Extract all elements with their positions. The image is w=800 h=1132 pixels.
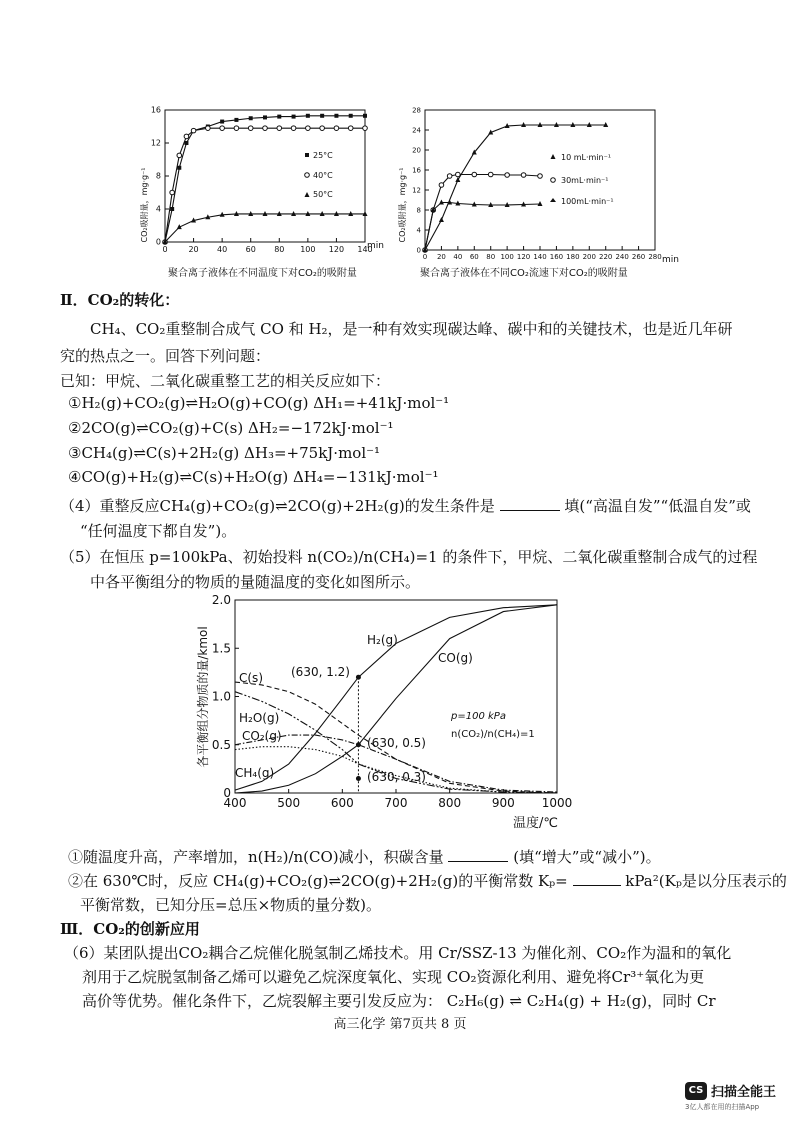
x-tick-label: 400 (223, 796, 247, 810)
x-tick-label: 500 (277, 796, 301, 810)
question-4-line-2: “任何温度下都自发”)。 (80, 522, 237, 540)
series-25c-point (306, 114, 310, 118)
y-tick-label: 0 (223, 786, 231, 800)
y-tick-label: 16 (412, 166, 421, 175)
x-tick-label: 800 (438, 796, 462, 810)
marked-point-1 (356, 675, 361, 680)
x-tick-label: 140 (533, 253, 547, 261)
x-unit-label: min (367, 241, 384, 251)
temperature-adsorption-chart (135, 100, 385, 280)
question-4-line-1 (60, 495, 751, 516)
y-axis-label: CO₂吸附量，mg·g⁻¹ (398, 167, 407, 243)
point-label-1: (630, 1.2) (291, 665, 350, 679)
series-100ml-point (538, 201, 543, 206)
section-2-title: Ⅱ．CO₂的转化： (60, 291, 180, 309)
x-tick-label: 100 (300, 245, 316, 254)
page-footer: 高三化学 第7页共 8 页 (333, 1017, 467, 1032)
series-25c-point (170, 207, 174, 211)
reaction-3: ③CH₄(g)⇌C(s)+2H₂(g) ΔH₃=+75kJ·mol⁻¹ (68, 444, 381, 462)
series-label-h2: H₂(g) (367, 633, 398, 647)
sub-question-2 (68, 870, 787, 891)
conditions-pressure: p=100 kPa (451, 711, 506, 722)
series-label-ch4: CH₄(g) (235, 766, 275, 780)
series-label-co: CO(g) (438, 651, 473, 665)
series-40c-point (248, 126, 253, 131)
y-tick-label: 28 (412, 106, 421, 115)
right-chart-caption: 聚合离子液体在不同CO₂流速下对CO₂的吸附量 (420, 268, 628, 279)
series-100ml-line (425, 203, 540, 251)
y-tick-label: 2.0 (211, 593, 231, 607)
series-25c-point (220, 120, 224, 124)
question-5-line-2: 中各平衡组分的物质的量随温度的变化如图所示。 (90, 573, 421, 591)
x-tick-label: 20 (436, 253, 446, 261)
y-tick-label: 8 (416, 206, 421, 215)
y-axis-label: CO₂吸附量，mg·g⁻¹ (140, 167, 149, 243)
sub1-text-b: (填“增大”或“减小”)。 (513, 848, 661, 866)
section-3-title: Ⅲ．CO₂的创新应用 (60, 920, 200, 938)
q4-text-b: 填(“高温自发”“低温自发”或 (564, 497, 751, 515)
question-6-line-3: 高价等优势。催化条件下，乙烷裂解主要引发反应为： C₂H₆(g) ⇌ C₂H₄(g) + H₂(g)，同时 Cr (82, 992, 716, 1010)
series-40c-point (220, 126, 225, 131)
answer-blank[interactable] (500, 496, 560, 511)
legend-10ml: 10 mL·min⁻¹ (561, 153, 612, 162)
legend-100ml: 100mL·min⁻¹ (561, 197, 614, 206)
x-tick-label: 60 (469, 253, 479, 261)
series-40c-point (334, 126, 339, 131)
y-tick-label: 24 (412, 126, 421, 135)
intro-line-2: 究的热点之一。回答下列问题： (60, 347, 271, 365)
series-10ml-line (425, 125, 606, 250)
series-30ml-point (456, 172, 461, 177)
flowrate-adsorption-chart (395, 100, 685, 280)
series-40c-line (165, 128, 365, 242)
x-tick-label: 700 (384, 796, 408, 810)
series-25c-point (363, 114, 367, 118)
x-tick-label: 100 (500, 253, 514, 261)
x-tick-label: 600 (330, 796, 354, 810)
legend (305, 151, 334, 199)
left-chart-caption: 聚合离子液体在不同温度下对CO₂的吸附量 (168, 268, 357, 279)
x-tick-label: 180 (566, 253, 580, 261)
point-label-3: (630, 0.3) (367, 770, 426, 784)
sub1-text-a: ①随温度升高，产率增加，n(H₂)/n(CO)减小，积碳含量 (68, 848, 444, 866)
x-tick-label: 160 (549, 253, 564, 261)
x-tick-label: 40 (217, 245, 228, 254)
legend-40c: 40°C (313, 171, 333, 180)
series-10ml-point (439, 217, 444, 222)
legend-30ml: 30mL·min⁻¹ (561, 176, 609, 185)
series-40c-point (320, 126, 325, 131)
series-40c-point (348, 126, 353, 131)
x-tick-label: 900 (491, 796, 515, 810)
series-40c-point (291, 126, 296, 131)
series-30ml-point (538, 174, 543, 179)
x-tick-label: 240 (615, 253, 629, 261)
cs-logo: CS (685, 1082, 707, 1100)
y-tick-label: 1.0 (211, 689, 231, 704)
series-40c-point (184, 134, 189, 139)
series-40c-point (191, 128, 196, 133)
x-tick-label: 280 (648, 253, 662, 261)
x-tick-label: 220 (599, 253, 613, 261)
sub-question-2-line-2: 平衡常数，已知分压=总压×物质的量分数)。 (80, 896, 381, 914)
series-40c-point (277, 126, 282, 131)
series-30ml-point (488, 172, 493, 177)
sub2-text-a: ②在 630℃时，反应 CH₄(g)+CO₂(g)⇌2CO(g)+2H₂(g)的平衡常数 Kₚ= (68, 872, 568, 890)
x-tick-label: 20 (188, 245, 199, 254)
series-25c-point (320, 114, 324, 118)
legend-50c: 50°C (313, 190, 333, 199)
marked-point-3 (356, 776, 361, 781)
question-5-line-1: （5）在恒压 p=100kPa、初始投料 n(CO₂)/n(CH₄)=1 的条件下，甲烷、二氧化碳重整制合成气的过程 (60, 548, 758, 566)
x-tick-label: 80 (486, 253, 496, 261)
question-6-line-1: （6）某团队提出CO₂耦合乙烷催化脱氢制乙烯技术。用 Cr/SSZ-13 为催化剂、CO₂作为温和的氧化 (64, 944, 732, 962)
series-40c-point (170, 190, 175, 195)
reaction-2: ②2CO(g)⇌CO₂(g)+C(s) ΔH₂=−172kJ·mol⁻¹ (68, 419, 394, 437)
x-tick-label: 0 (162, 245, 168, 254)
x-tick-label: 60 (245, 245, 256, 254)
reaction-4: ④CO(g)+H₂(g)⇌C(s)+H₂O(g) ΔH₄=−131kJ·mol⁻¹ (68, 468, 439, 486)
sub2-text-b: kPa²(Kₚ是以分压表示的 (625, 872, 787, 890)
series-30ml-point (505, 173, 510, 178)
y-tick-label: 16 (150, 105, 161, 115)
series-label-h2o: H₂O(g) (239, 711, 280, 725)
y-tick-label: 0.5 (211, 737, 231, 752)
series-25c-point (292, 115, 296, 119)
series-25c-point (277, 115, 281, 119)
equilibrium-composition-chart (195, 592, 595, 840)
intro-line-1: CH₄、CO₂重整制合成气 CO 和 H₂，是一种有效实现碳达峰、碳中和的关键技术，也是近几年研 (90, 320, 733, 338)
conditions-ratio: n(CO₂)/n(CH₄)=1 (451, 729, 535, 740)
sub-question-1 (68, 846, 661, 867)
x-tick-label: 1000 (541, 796, 573, 810)
x-axis-label: 温度/℃ (513, 816, 558, 831)
answer-blank[interactable] (573, 871, 621, 886)
series-30ml-point (447, 174, 452, 179)
x-tick-label: 80 (274, 245, 285, 254)
legend (550, 153, 614, 206)
series-40c-point (206, 126, 211, 131)
y-tick-label: 4 (155, 204, 161, 214)
series-40c-point (177, 153, 182, 158)
x-tick-label: 0 (422, 253, 428, 261)
y-tick-label: 4 (416, 226, 421, 235)
y-tick-label: 0 (155, 237, 161, 247)
plot-frame (235, 600, 557, 793)
y-tick-label: 20 (412, 146, 421, 155)
scanner-watermark (685, 1081, 790, 1112)
series-30ml-point (472, 172, 477, 177)
series-40c-point (234, 126, 239, 131)
marked-point-2 (356, 742, 361, 747)
y-tick-label: 8 (155, 171, 161, 181)
x-tick-label: 120 (328, 245, 345, 254)
series-25c-point (234, 118, 238, 122)
x-tick-label: 120 (516, 253, 531, 261)
series-30ml-point (439, 183, 444, 188)
reaction-1: ①H₂(g)+CO₂(g)⇌H₂O(g)+CO(g) ΔH₁=+41kJ·mol⁻¹ (68, 394, 450, 412)
scanner-slogan: 3亿人都在用的扫描App (685, 1103, 760, 1111)
point-label-2: (630, 0.5) (367, 736, 426, 750)
scanner-name: 扫描全能王 (711, 1085, 777, 1100)
series-25c-point (334, 114, 338, 118)
x-tick-label: 260 (631, 253, 646, 261)
series-label-c: C(s) (239, 671, 263, 685)
q4-text-a: （4）重整反应CH₄(g)+CO₂(g)⇌2CO(g)+2H₂(g)的发生条件是 (60, 497, 495, 515)
legend-25c: 25°C (313, 151, 333, 160)
series-25c-point (177, 166, 181, 170)
series-25c-point (249, 116, 253, 120)
x-tick-label: 140 (357, 245, 373, 254)
series-label-co2: CO₂(g) (242, 729, 282, 743)
series-40c-point (306, 126, 311, 131)
series-30ml-point (521, 173, 526, 178)
y-tick-label: 0 (416, 246, 421, 255)
series-50c-line (165, 214, 365, 242)
answer-blank[interactable] (448, 847, 508, 862)
series-40c-point (363, 126, 368, 131)
x-unit-label: min (662, 255, 679, 265)
y-tick-label: 12 (412, 186, 421, 195)
series-25c-point (263, 115, 267, 119)
y-axis-label: 各平衡组分物质的量/kmol (196, 626, 210, 768)
y-tick-label: 12 (150, 138, 161, 148)
series-40c-point (263, 126, 268, 131)
series-25c-line (165, 116, 365, 242)
known-reactions-intro: 已知：甲烷、二氧化碳重整工艺的相关反应如下： (60, 372, 391, 390)
series-25c-point (349, 114, 353, 118)
x-tick-label: 200 (582, 253, 596, 261)
question-6-line-2: 剂用于乙烷脱氢制备乙烯可以避免乙烷深度氧化、实现 CO₂资源化利用、避免将Cr³⁺氧化为更 (82, 968, 705, 986)
x-tick-label: 40 (453, 253, 463, 261)
plot-frame (425, 110, 655, 250)
y-tick-label: 1.5 (211, 641, 231, 656)
